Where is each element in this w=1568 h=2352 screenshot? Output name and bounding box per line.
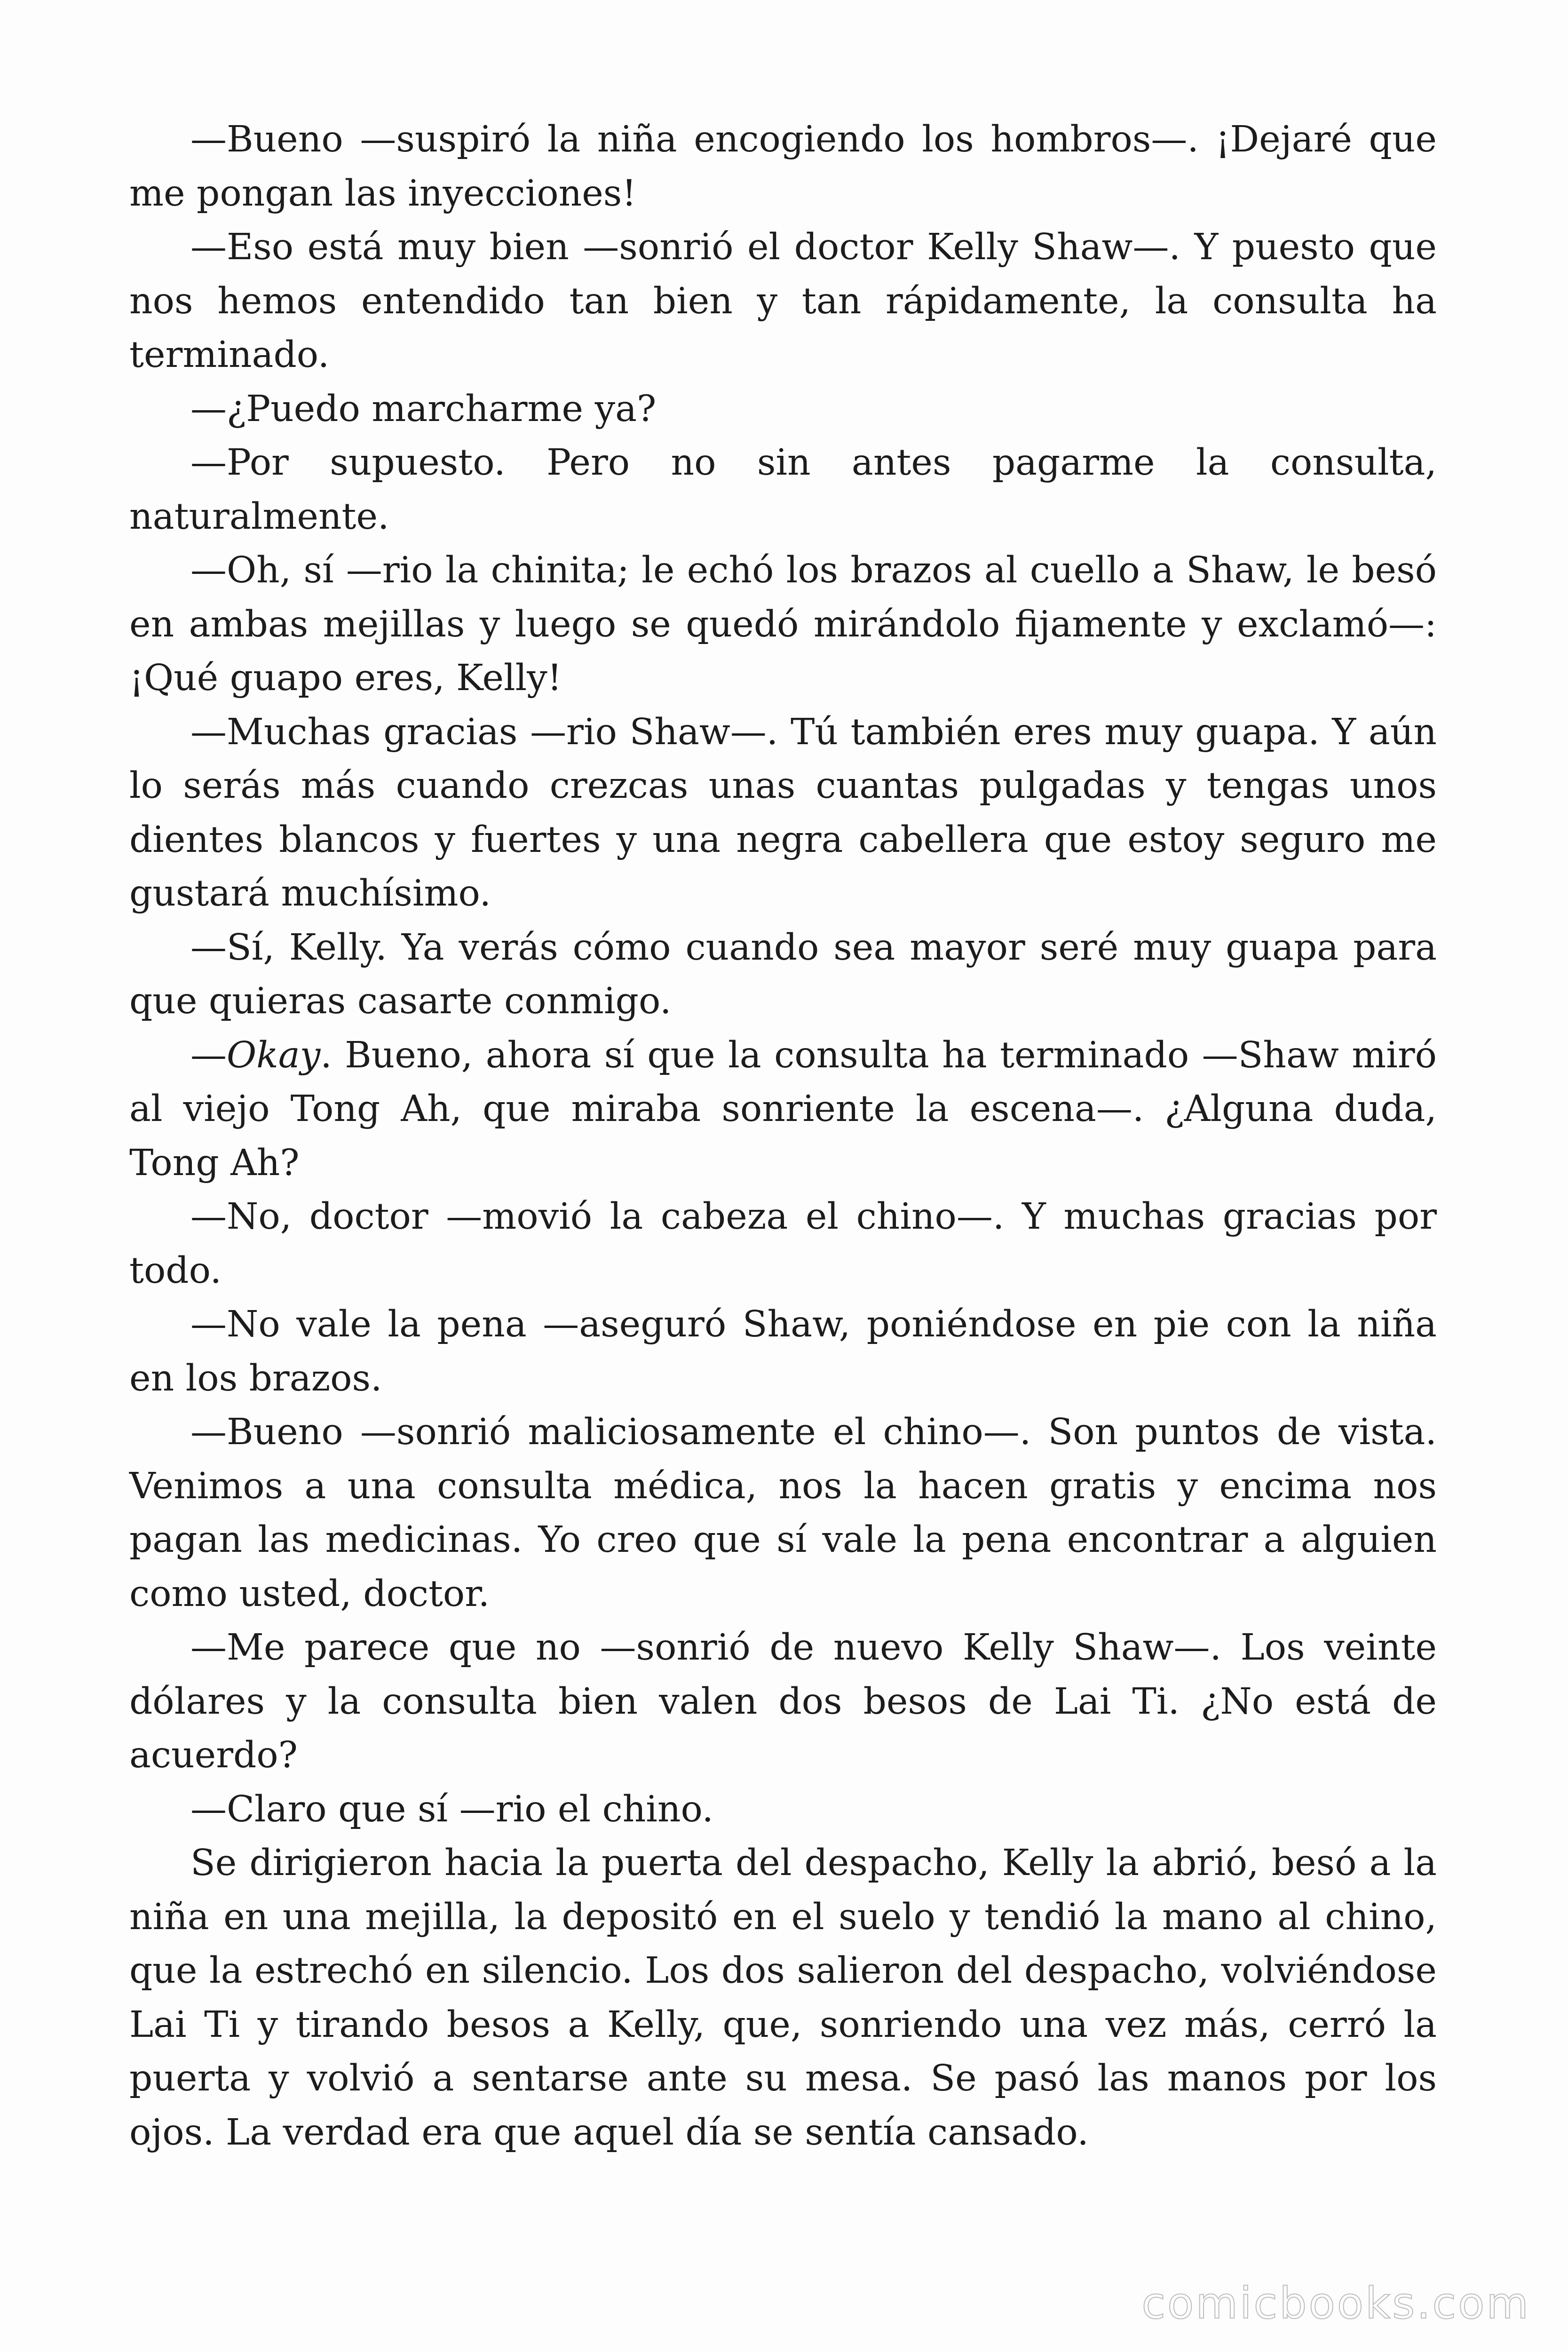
paragraph: —Muchas gracias —rio Shaw—. Tú también eres muy guapa. Y aún lo serás más cuando crezcas unas cuantas pulgadas y tengas unos dientes blancos y fuertes y una negra cabellera que estoy seguro me gustará muchísimo. (129, 711, 1437, 914)
paragraph: —¿Puedo marcharme ya? (190, 388, 657, 430)
paragraph: —Bueno —suspiró la niña encogiendo los hombros—. ¡Dejaré que me pongan las inyecciones! (129, 119, 1437, 215)
paragraph: —Eso está muy bien —sonrió el doctor Kelly Shaw—. Y puesto que nos hemos entendido tan bien y tan rápidamente, la consulta ha terminado. (129, 226, 1437, 376)
watermark: comicbooks.com (1141, 2278, 1530, 2328)
paragraph: —No, doctor —movió la cabeza el chino—. Y muchas gracias por todo. (129, 1196, 1437, 1292)
dash: — (190, 1034, 227, 1076)
paragraph-rest: . Bueno, ahora sí que la consulta ha terminado —Shaw miró al viejo Tong Ah, que miraba sonriente la escena—. ¿Alguna duda, Tong Ah? (129, 1034, 1437, 1184)
paragraph: —Por supuesto. Pero no sin antes pagarme la consulta, naturalmente. (129, 442, 1437, 538)
paragraph: Se dirigieron hacia la puerta del despacho, Kelly la abrió, besó a la niña en una mejilla, la depositó en el suelo y tendió la mano al chino, que la estrechó en silencio. Los dos salieron del despacho, volviéndose Lai Ti y tirando besos a Kelly, que, sonriendo una vez más, cerró la puerta y volvió a sentarse ante su mesa. Se pasó las manos por los ojos. La verdad era que aquel día se sentía cansado. (129, 1842, 1437, 2153)
paragraph: —Sí, Kelly. Ya verás cómo cuando sea mayor seré muy guapa para que quieras casarte conmigo. (129, 926, 1437, 1022)
paragraph: —Claro que sí —rio el chino. (190, 1788, 713, 1830)
page-text (129, 113, 1437, 2160)
italic-word: Okay (227, 1034, 321, 1076)
paragraph: —Me parece que no —sonrió de nuevo Kelly Shaw—. Los veinte dólares y la consulta bien valen dos besos de Lai Ti. ¿No está de acuerdo? (129, 1627, 1437, 1776)
paragraph: —Oh, sí —rio la chinita; le echó los brazos al cuello a Shaw, le besó en ambas mejillas y luego se quedó mirándolo fijamente y exclamó—: ¡Qué guapo eres, Kelly! (129, 549, 1437, 699)
paragraph: —No vale la pena —aseguró Shaw, poniéndose en pie con la niña en los brazos. (129, 1303, 1437, 1399)
paragraph: —Bueno —sonrió maliciosamente el chino—. Son puntos de vista. Venimos a una consulta médica, nos la hacen gratis y encima nos pagan las medicinas. Yo creo que sí vale la pena encontrar a alguien como usted, doctor. (129, 1411, 1437, 1615)
paragraph (129, 1029, 1437, 1191)
